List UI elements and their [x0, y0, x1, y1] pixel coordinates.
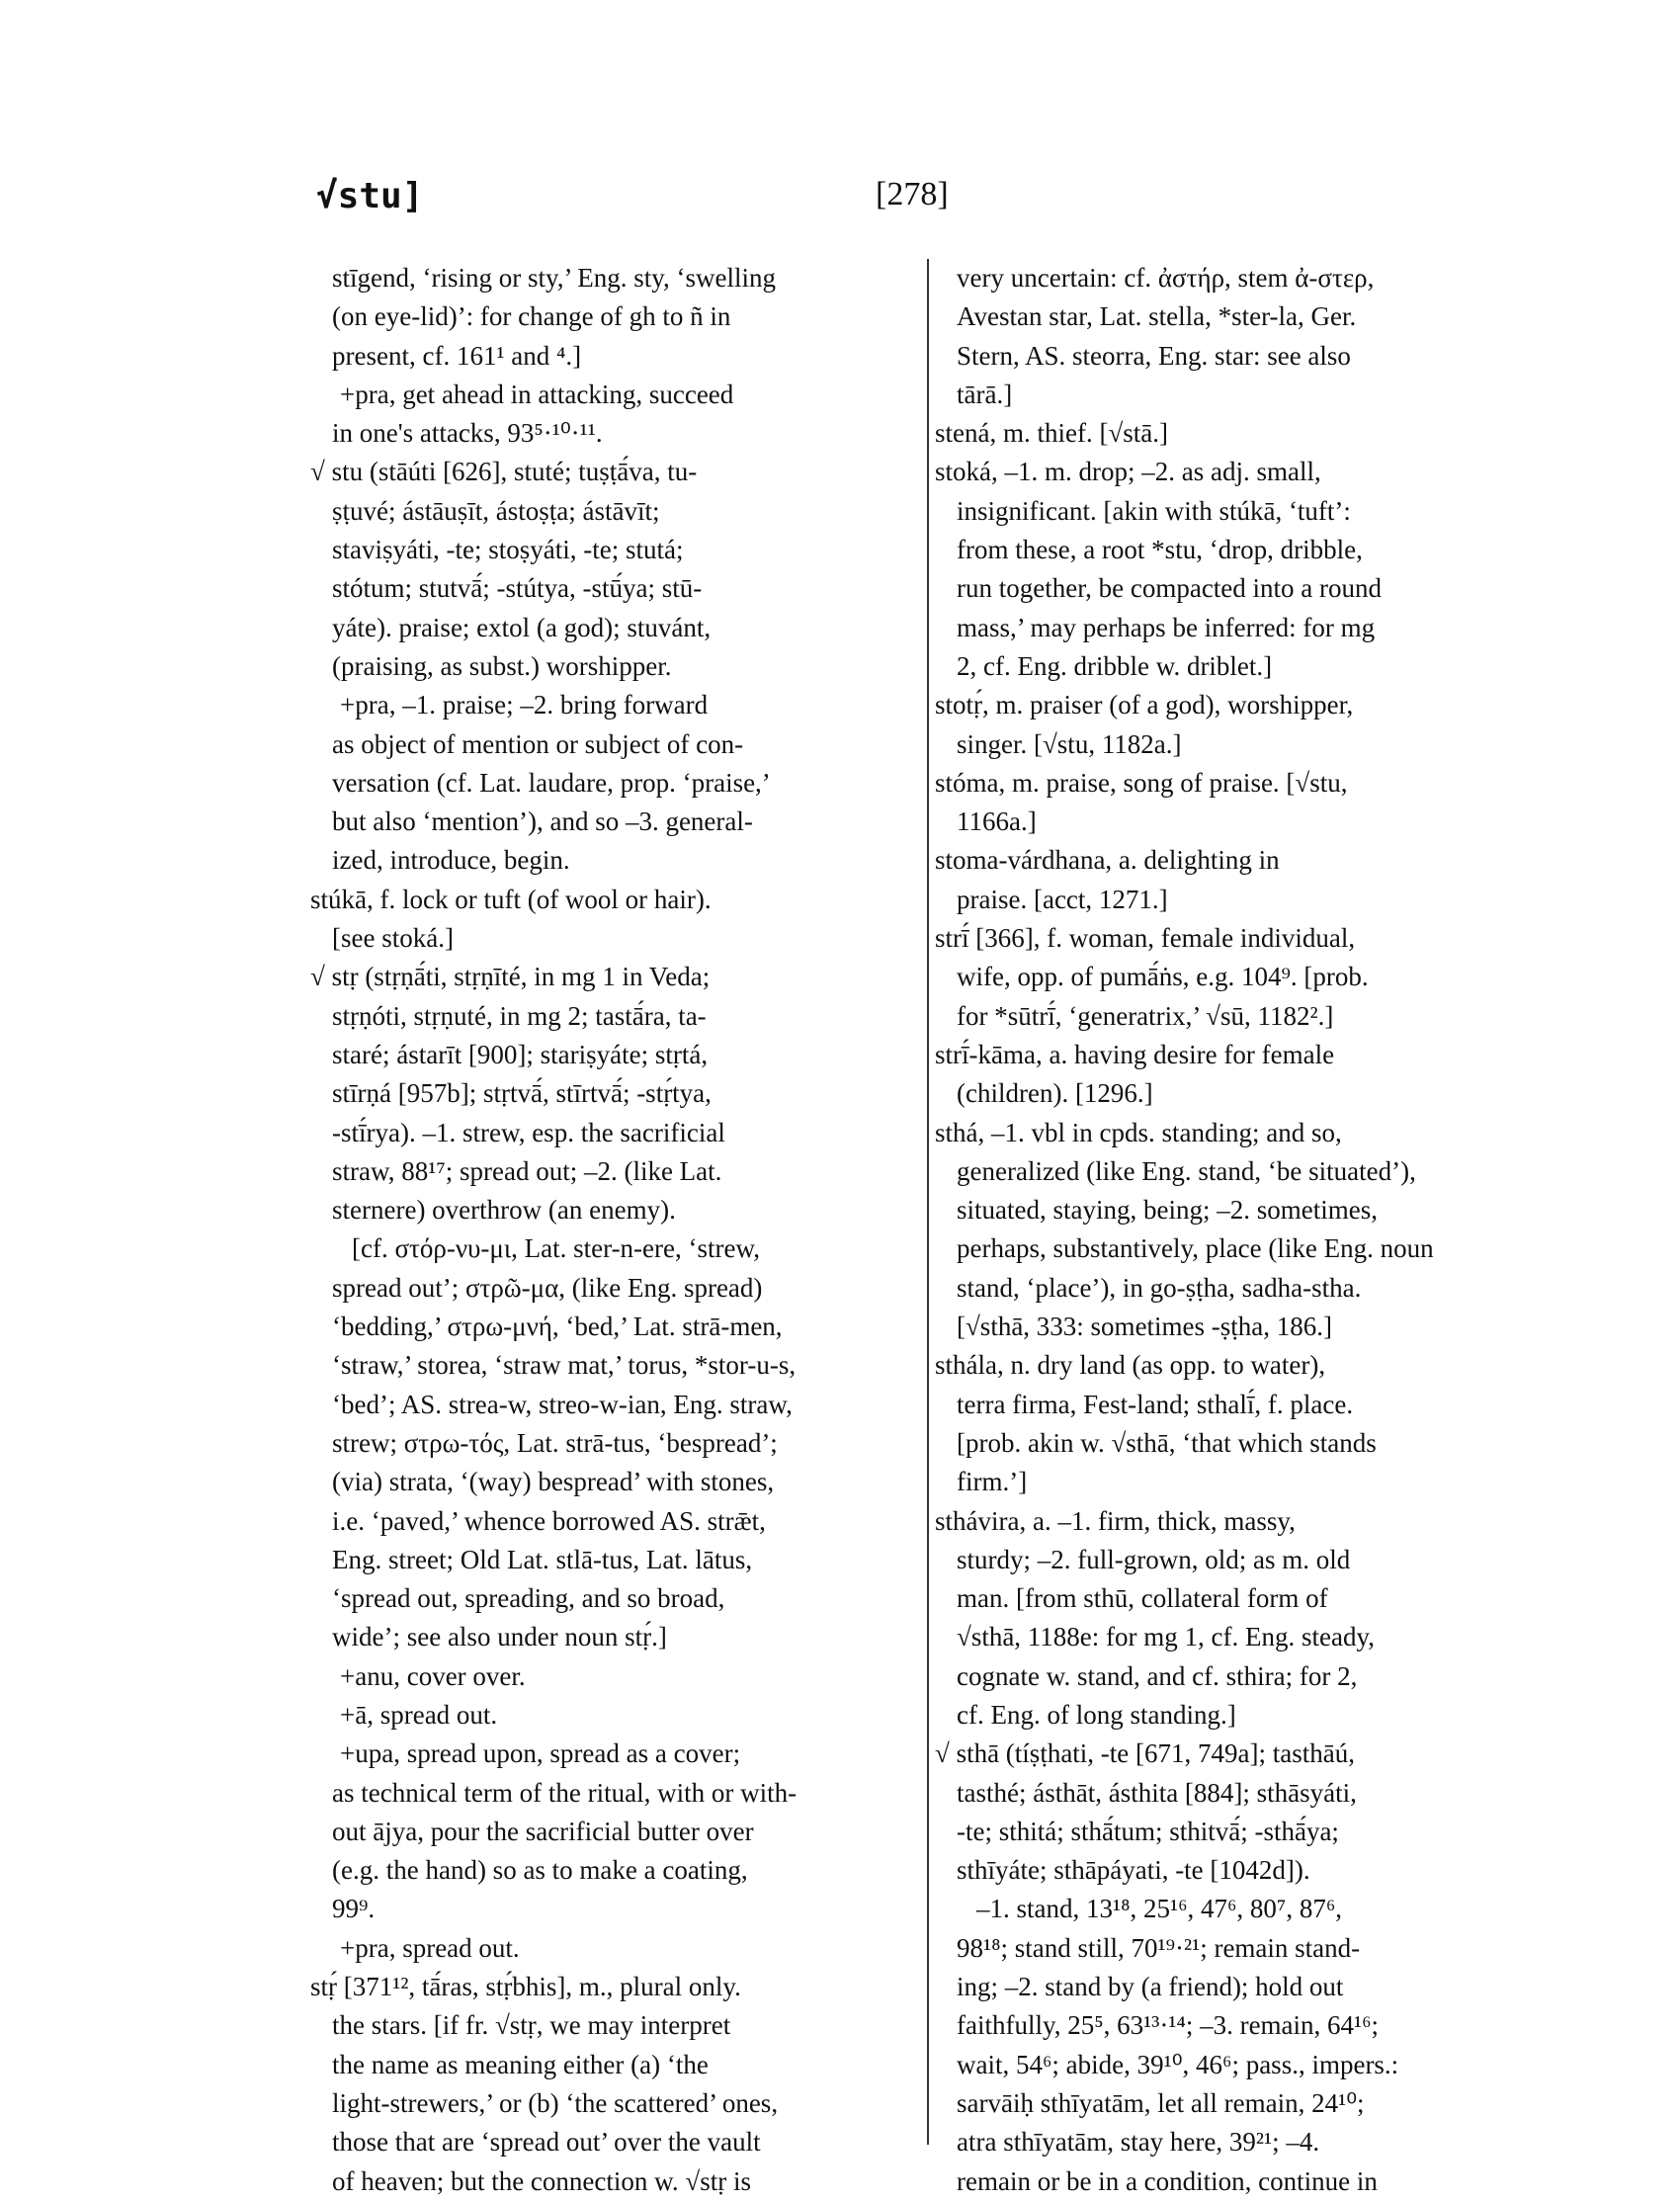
- text-line: sturdy; –2. full-grown, old; as m. old: [957, 1544, 1351, 1574]
- text-line: wife, opp. of pumā́ṅs, e.g. 104⁹. [prob.: [957, 962, 1369, 992]
- text-line: in one's attacks, 93⁵·¹⁰·¹¹.: [332, 418, 603, 449]
- page-number: [278]: [876, 176, 949, 212]
- text-line: stótum; stutvā́; -stútya, -stū́ya; stū-: [332, 573, 703, 604]
- text-line: staré; ástarīt [900]; stariṣyáte; stṛtá,: [332, 1039, 709, 1069]
- running-head: √stu]: [316, 176, 424, 216]
- text-line: generalized (like Eng. stand, ‘be situated’),: [957, 1155, 1416, 1186]
- text-line: Stern, AS. steorra, Eng. star: see also: [957, 340, 1351, 371]
- text-line: versation (cf. Lat. laudare, prop. ‘praise,’: [332, 767, 771, 798]
- text-line: those that are ‘spread out’ over the vault: [332, 2127, 761, 2158]
- text-line: -stī́rya). –1. strew, esp. the sacrificial: [332, 1117, 725, 1147]
- text-line: tārā.]: [957, 379, 1013, 409]
- text-line: (e.g. the hand) so as to make a coating,: [332, 1855, 748, 1886]
- text-line: as technical term of the ritual, with or with-: [332, 1777, 798, 1808]
- text-line: –1. stand, 13¹⁸, 25¹⁶, 47⁶, 80⁷, 87⁶,: [976, 1894, 1342, 1924]
- entry-headword-line: stṛ́ [371¹², tā́ras, stṛ́bhis], m., plural only.: [310, 1972, 741, 2002]
- text-line: spread out’; στρῶ-μα, (like Eng. spread): [332, 1272, 763, 1303]
- text-line: present, cf. 161¹ and ⁴.]: [332, 340, 582, 371]
- entry-headword-line: strī́ [366], f. woman, female individual,: [935, 923, 1356, 954]
- text-line: cf. Eng. of long standing.]: [957, 1699, 1236, 1730]
- text-line: sthīyáte; sthāpáyati, -te [1042d]).: [957, 1855, 1310, 1886]
- text-line: insignificant. [akin with stúkā, ‘tuft’:: [957, 495, 1351, 526]
- text-line: remain or be in a condition, continue in: [957, 2165, 1378, 2196]
- text-line: cognate w. stand, and cf. sthira; for 2,: [957, 1660, 1358, 1691]
- text-line: +pra, get ahead in attacking, succeed: [340, 379, 734, 409]
- text-line: wait, 54⁶; abide, 39¹⁰, 46⁶; pass., impers.:: [957, 2049, 1399, 2079]
- entry-headword-line: √ stu (stāúti [626], stuté; tuṣṭā́va, tu-: [310, 457, 698, 487]
- text-line: -te; sthitá; sthā́tum; sthitvā́; -sthā́ya;: [957, 1816, 1339, 1846]
- text-line: sarvāiḥ sthīyatām, let all remain, 24¹⁰;: [957, 2087, 1365, 2118]
- text-line: +upa, spread upon, spread as a cover;: [340, 1738, 741, 1769]
- text-line: but also ‘mention’), and so –3. general-: [332, 806, 753, 837]
- text-line: +ā, spread out.: [340, 1699, 498, 1730]
- text-line: from these, a root *stu, ‘drop, dribble,: [957, 535, 1363, 565]
- text-line: stand, ‘place’), in go-ṣṭha, sadha-stha.: [957, 1272, 1362, 1303]
- text-line: perhaps, substantively, place (like Eng. noun: [957, 1233, 1434, 1264]
- text-line: +pra, spread out.: [340, 1932, 520, 1963]
- text-line: as object of mention or subject of con-: [332, 728, 744, 759]
- text-line: +anu, cover over.: [340, 1660, 526, 1691]
- text-line: strew; στρω-τός, Lat. strā-tus, ‘bespread’;: [332, 1427, 778, 1458]
- text-line: [see stoká.]: [332, 923, 454, 954]
- text-line: tasthé; ásthāt, ásthita [884]; sthāsyáti,: [957, 1777, 1357, 1808]
- entry-headword-line: sthávira, a. –1. firm, thick, massy,: [935, 1505, 1296, 1536]
- text-line: terra firma, Fest-land; sthalī́, f. place.: [957, 1389, 1354, 1419]
- text-line: singer. [√stu, 1182a.]: [957, 728, 1182, 759]
- text-line: light-strewers,’ or (b) ‘the scattered’ ones,: [332, 2087, 779, 2118]
- text-line: stīrṇá [957b]; stṛtvā́, stīrtvā́; -stṛ́tya,: [332, 1078, 712, 1109]
- text-line: very uncertain: cf. ἀστήρ, stem ἀ-στερ,: [957, 263, 1375, 293]
- text-line: Eng. street; Old Lat. stlā-tus, Lat. lātus,: [332, 1544, 753, 1574]
- entry-headword-line: stoká, –1. m. drop; –2. as adj. small,: [935, 457, 1321, 487]
- text-line: i.e. ‘paved,’ whence borrowed AS. strǣt,: [332, 1505, 766, 1536]
- column-divider: [927, 259, 929, 2145]
- text-line: straw, 88¹⁷; spread out; –2. (like Lat.: [332, 1155, 722, 1186]
- text-line: ‘spread out, spreading, and so broad,: [332, 1583, 725, 1614]
- entry-headword-line: sthá, –1. vbl in cpds. standing; and so,: [935, 1117, 1342, 1147]
- entry-headword-line: strī́-kāma, a. having desire for female: [935, 1039, 1335, 1069]
- text-line: stīgend, ‘rising or sty,’ Eng. sty, ‘swelling: [332, 263, 776, 293]
- entry-headword-line: stúkā, f. lock or tuft (of wool or hair).: [310, 884, 712, 914]
- entry-headword-line: √ stṛ (stṛṇā́ti, stṛṇīté, in mg 1 in Veda;: [310, 962, 711, 992]
- entry-headword-line: stóma, m. praise, song of praise. [√stu,: [935, 767, 1348, 798]
- text-line: ing; –2. stand by (a friend); hold out: [957, 1972, 1344, 2002]
- text-line: (on eye-lid)’: for change of gh to ñ in: [332, 301, 731, 332]
- text-line: mass,’ may perhaps be inferred: for mg: [957, 612, 1376, 642]
- text-line: [√sthā, 333: sometimes -ṣṭha, 186.]: [957, 1312, 1333, 1342]
- text-line: 99⁹.: [332, 1894, 376, 1924]
- text-line: the name as meaning either (a) ‘the: [332, 2049, 709, 2079]
- text-line: stṛṇóti, stṛṇuté, in mg 2; tastā́ra, ta-: [332, 1000, 707, 1031]
- text-line: +pra, –1. praise; –2. bring forward: [340, 690, 709, 720]
- text-line: ‘straw,’ storea, ‘straw mat,’ torus, *stor-u-s,: [332, 1350, 797, 1381]
- text-line: of heaven; but the connection w. √stṛ is: [332, 2165, 751, 2196]
- text-line: (via) strata, ‘(way) bespread’ with stones,: [332, 1467, 775, 1497]
- text-line: [prob. akin w. √sthā, ‘that which stands: [957, 1427, 1377, 1458]
- text-line: firm.’]: [957, 1467, 1028, 1497]
- text-line: man. [from sthū, collateral form of: [957, 1583, 1328, 1614]
- text-line: (children). [1296.]: [957, 1078, 1153, 1109]
- text-line: atra sthīyatām, stay here, 39²¹; –4.: [957, 2127, 1320, 2158]
- entry-headword-line: stoma-várdhana, a. delighting in: [935, 845, 1280, 876]
- text-line: 2, cf. Eng. dribble w. driblet.]: [957, 650, 1273, 681]
- text-line: yáte). praise; extol (a god); stuvánt,: [332, 612, 712, 642]
- text-line: ṣṭuvé; ástāuṣīt, ástoṣṭa; ástāvīt;: [332, 495, 660, 526]
- entry-headword-line: sthála, n. dry land (as opp. to water),: [935, 1350, 1326, 1381]
- text-line: (praising, as subst.) worshipper.: [332, 650, 672, 681]
- text-line: staviṣyáti, -te; stoṣyáti, -te; stutá;: [332, 535, 684, 565]
- entry-headword-line: stená, m. thief. [√stā.]: [935, 418, 1168, 449]
- text-line: Avestan star, Lat. stella, *ster-la, Ger.: [957, 301, 1357, 332]
- text-line: 98¹⁸; stand still, 70¹⁹·²¹; remain stand-: [957, 1932, 1361, 1963]
- text-line: √sthā, 1188e: for mg 1, cf. Eng. steady,: [957, 1622, 1375, 1652]
- text-line: the stars. [if fr. √stṛ, we may interpret: [332, 2010, 731, 2041]
- text-line: [cf. στόρ-νυ-μι, Lat. ster-n-ere, ‘strew,: [352, 1233, 760, 1264]
- left-column: [310, 259, 925, 2201]
- text-line: 1166a.]: [957, 806, 1037, 837]
- text-line: for *sūtrī́, ‘generatrix,’ √sū, 1182².]: [957, 1000, 1334, 1031]
- text-line: ‘bed’; AS. strea-w, streo-w-ian, Eng. straw,: [332, 1389, 793, 1419]
- text-line: praise. [acct, 1271.]: [957, 884, 1168, 914]
- text-line: wide’; see also under noun stṛ́.]: [332, 1622, 667, 1652]
- right-column: [935, 259, 1540, 2201]
- text-line: ized, introduce, begin.: [332, 845, 570, 876]
- entry-headword-line: √ sthā (tíṣṭhati, -te [671, 749a]; tasthāú,: [935, 1738, 1355, 1769]
- entry-headword-line: stotṛ́, m. praiser (of a god), worshipper,: [935, 690, 1354, 720]
- text-line: ‘bedding,’ στρω-μνή, ‘bed,’ Lat. strā-men,: [332, 1312, 783, 1342]
- text-line: out ājya, pour the sacrificial butter over: [332, 1816, 754, 1846]
- text-line: situated, staying, being; –2. sometimes,: [957, 1195, 1378, 1226]
- text-line: run together, be compacted into a round: [957, 573, 1383, 604]
- text-line: faithfully, 25⁵, 63¹³·¹⁴; –3. remain, 64¹⁶;: [957, 2010, 1380, 2041]
- text-line: sternere) overthrow (an enemy).: [332, 1195, 676, 1226]
